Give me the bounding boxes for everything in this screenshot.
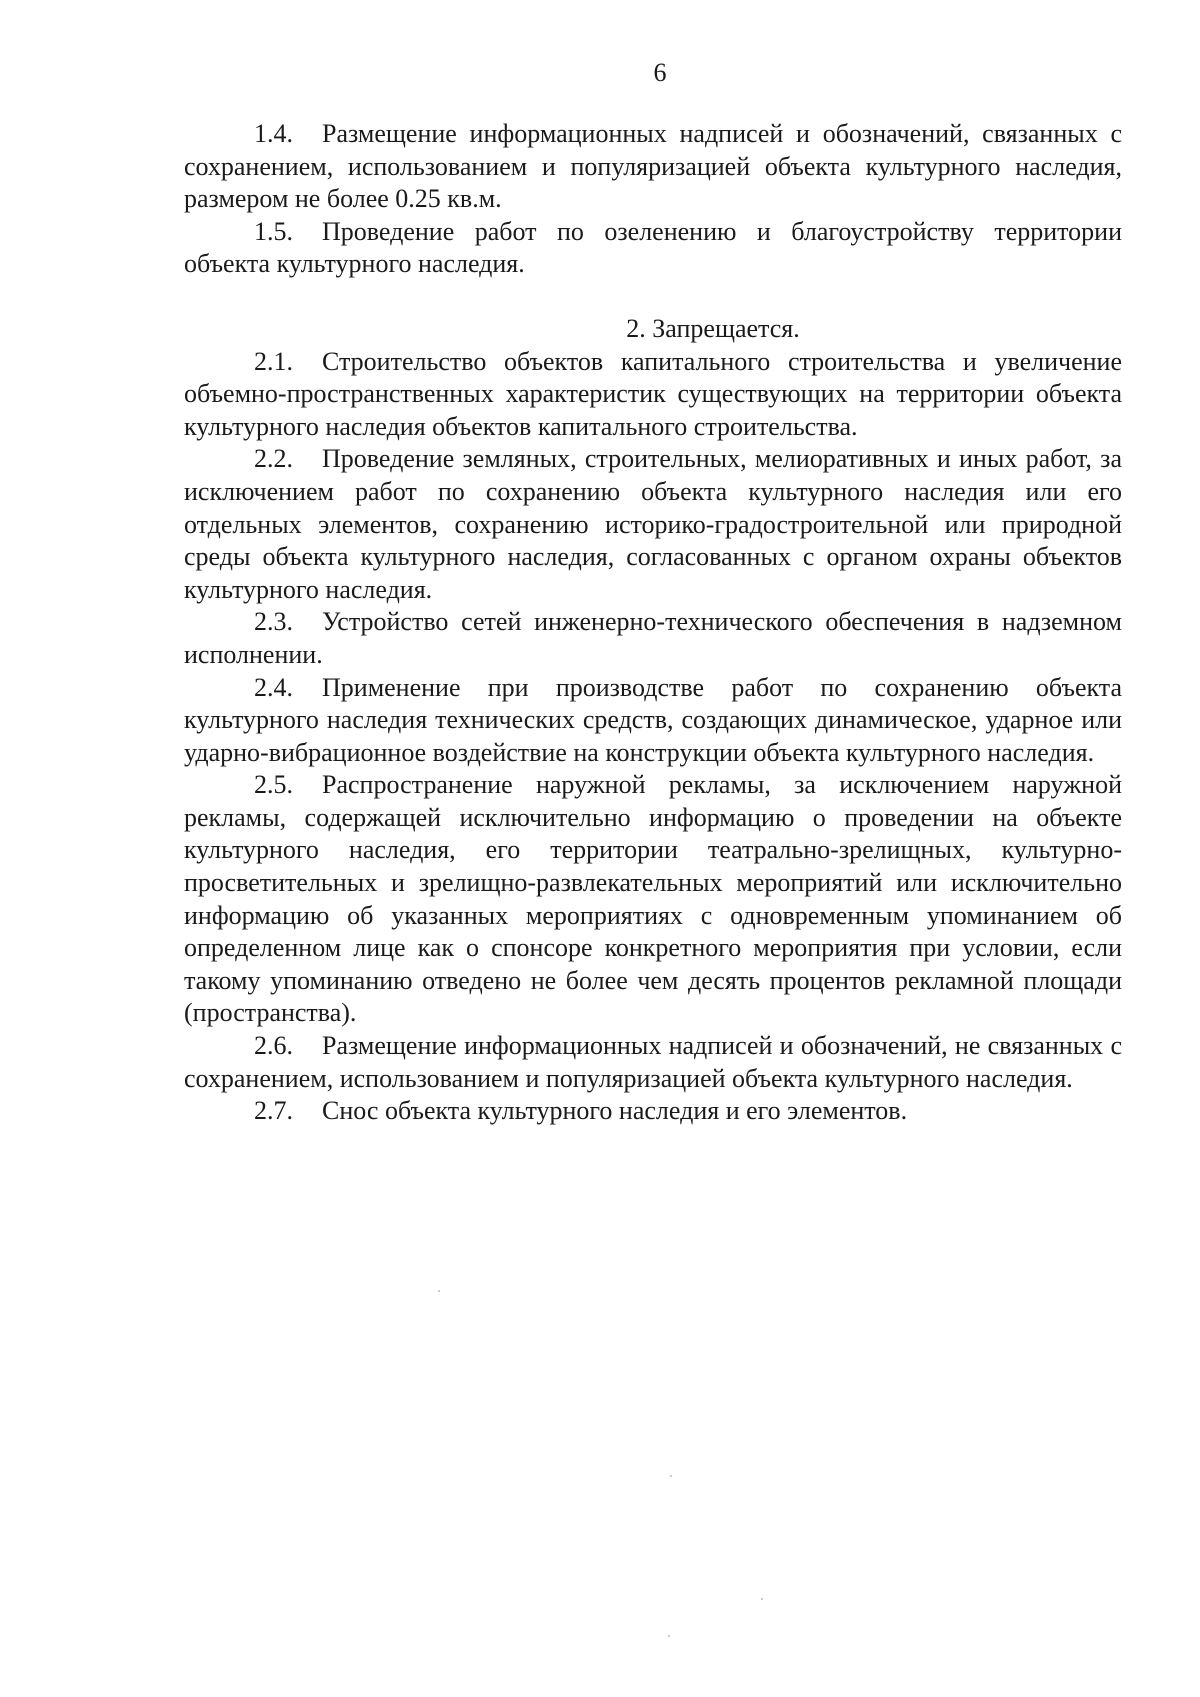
clause-number: 2.7. — [254, 1096, 293, 1126]
clause-number: 1.5. — [254, 216, 293, 246]
clause-2-4 — [184, 672, 1122, 770]
clause-number: 2.4. — [254, 672, 293, 702]
scan-speck — [668, 1635, 670, 1637]
clause-number: 2.5. — [254, 770, 293, 800]
clause-text: Размещение информационных надписей и обозначений, не связанных с сохранением, использованием и популяризацией объекта культурного наследия. — [184, 1031, 1122, 1093]
clause-text: Проведение работ по озеленению и благоустройству территории объекта культурного наследия. — [184, 216, 1122, 279]
clause-2-6 — [184, 1030, 1122, 1095]
clause-text: Устройство сетей инженерно-технического обеспечения в надземном исполнении. — [184, 607, 1122, 669]
clause-text: Распространение наружной рекламы, за исключением наружной рекламы, содержащей исключительно информацию о проведении на объекте культурного наследия, его территории театрально-зрелищных, культурно-просветительных и зрелищно-развлекательных мероприятий или исключительно информацию об указанных мероприятиях с одновременным упоминанием об определенном лице как о спонсоре конкретного мероприятия при условии, если такому упоминанию отведено не более чем десять процентов рекламной площади (пространства). — [184, 770, 1122, 1028]
clause-text: Применение при производстве работ по сохранению объекта культурного наследия технических средств, создающих динамическое, ударное или ударно-вибрационное воздействие на конструкции объекта культурного наследия. — [184, 672, 1122, 767]
clause-text: Размещение информационных надписей и обозначений, связанных с сохранением, использованием и популяризацией объекта культурного наследия, размером не более 0.25 кв.м. — [184, 119, 1122, 214]
clause-2-3 — [184, 606, 1122, 671]
scan-speck — [438, 1290, 440, 1292]
clause-2-2 — [184, 443, 1122, 606]
scan-speck — [761, 1598, 763, 1600]
clause-2-5 — [184, 769, 1122, 1030]
clause-2-7 — [184, 1095, 1122, 1128]
page-number: 6 — [653, 58, 667, 87]
document-body — [184, 118, 1122, 1128]
clause-2-1 — [184, 346, 1122, 444]
clause-text: Проведение земляных, строительных, мелиоративных и иных работ, за исключением работ по сохранению объекта культурного наследия или его отдельных элементов, сохранению историко-градостроительной или природной среды объекта культурного наследия, согласованных с органом охраны объектов культурного наследия. — [184, 444, 1122, 604]
clause-text: Строительство объектов капитального строительства и увеличение объемно-пространственных характеристик существующих на территории объекта культурного наследия объектов капитального строительства. — [184, 346, 1122, 441]
clause-number: 2.3. — [254, 607, 293, 637]
clause-number: 1.4. — [254, 119, 293, 148]
clause-number: 2.1. — [254, 346, 293, 376]
scan-speck — [670, 1475, 672, 1477]
clause-1-5 — [184, 216, 1122, 281]
section-heading: 2. Запрещается. — [626, 313, 800, 343]
clause-number: 2.2. — [254, 444, 293, 474]
clause-number: 2.6. — [254, 1031, 293, 1061]
clause-text: Снос объекта культурного наследия и его элементов. — [322, 1096, 908, 1126]
clause-1-4 — [184, 118, 1122, 216]
